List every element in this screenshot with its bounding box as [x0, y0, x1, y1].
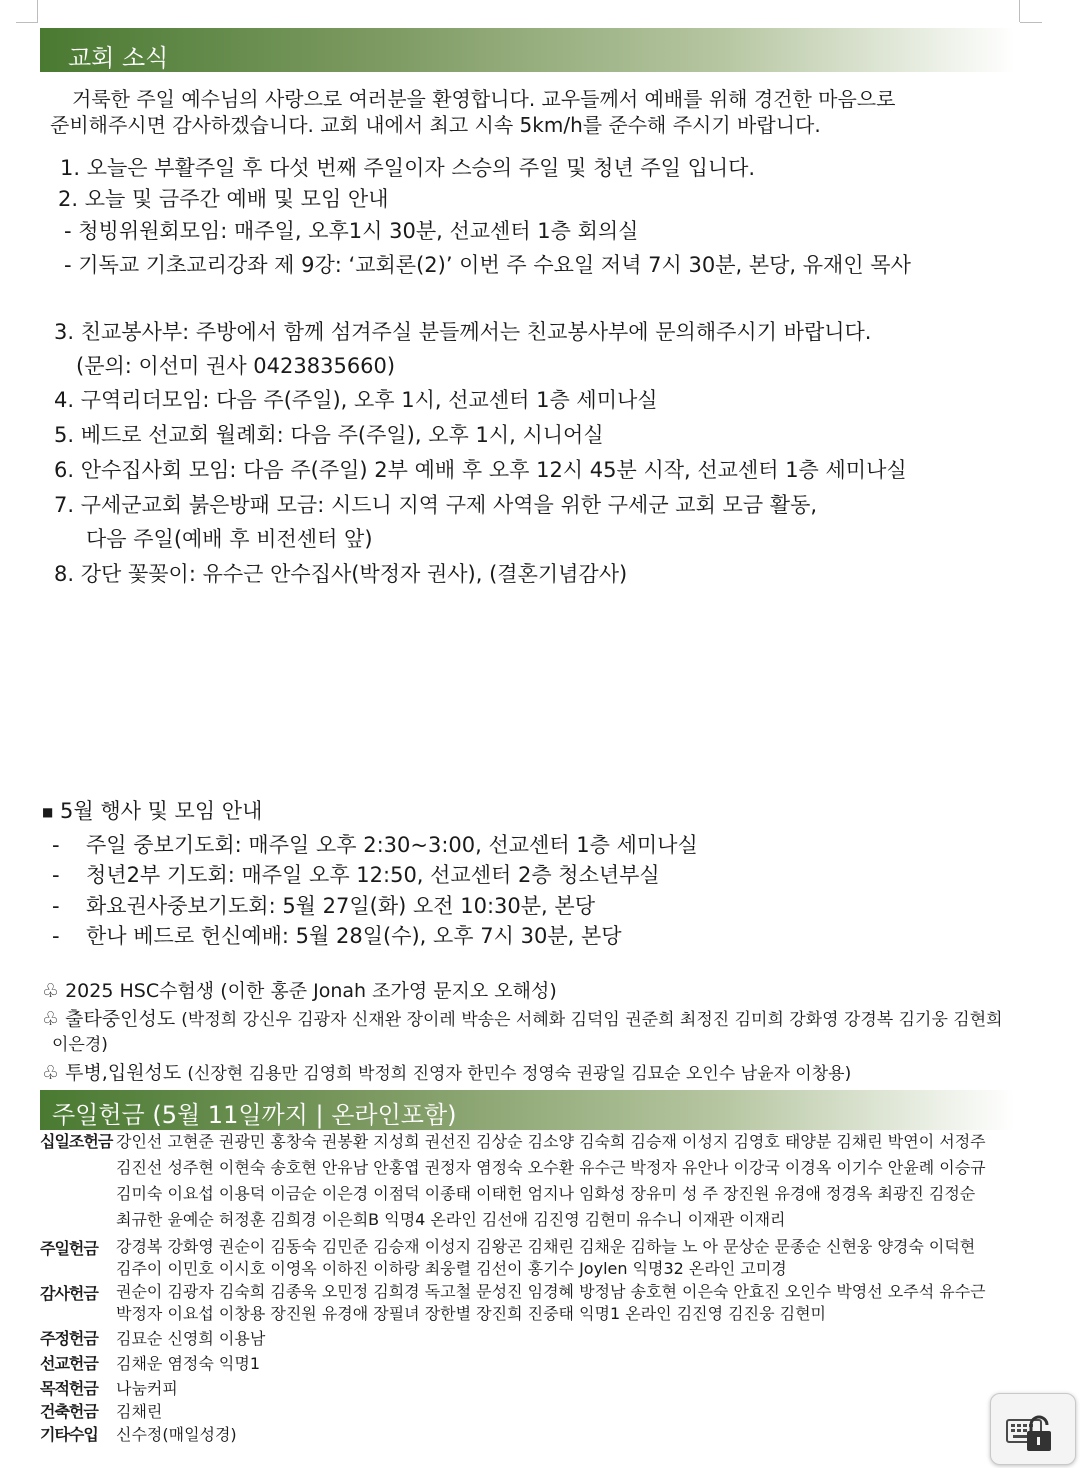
news-item: 4. 구역리더모임: 다음 주(주일), 오후 1시, 선교센터 1층 세미나실 — [54, 388, 658, 412]
offering-names: 김묘순 신영희 이용남 — [116, 1329, 266, 1348]
offering-label: 십일조헌금 — [40, 1132, 113, 1151]
offering-names: 나눔커피 — [116, 1379, 178, 1398]
may-event-item — [52, 861, 660, 889]
news-subitem: - 청빙위원회모임: 매주일, 오후1시 30분, 선교센터 1층 회의실 — [64, 219, 639, 243]
news-section-header — [40, 28, 1015, 72]
dash-icon: - — [52, 894, 60, 918]
may-event-text: 화요권사중보기도회: 5월 27일(화) 오전 10:30분, 본당 — [86, 894, 595, 918]
keyboard-lock-button[interactable] — [990, 1393, 1076, 1465]
offering-names: 김채린 — [116, 1402, 163, 1421]
may-event-text: 주일 중보기도회: 매주일 오후 2:30~3:00, 선교센터 1층 세미나실 — [86, 833, 698, 857]
hsc-students-line — [42, 978, 557, 1004]
offering-names-line: 김진선 성주현 이현숙 송호현 안유남 안홍엽 권정자 염정숙 오수환 유수근 박정자 유안나 이강국 이경옥 이기수 안윤례 이승규 — [116, 1158, 986, 1177]
keyboard-lock-icon — [991, 1394, 1075, 1464]
travel-names-continuation: 이은경) — [52, 1035, 108, 1055]
news-item: 7. 구세군교회 붉은방패 모금: 시드니 지역 구제 사역을 위한 구세군 교회 모금 활동, — [54, 493, 818, 517]
travel-label: 출타중인성도 — [65, 1008, 176, 1030]
may-event-item — [52, 892, 595, 920]
may-event-item — [52, 831, 698, 859]
sick-names: (신장현 김용만 김영희 박정희 진영자 한민수 정영숙 권광일 김묘순 오인수 남윤자 이창용) — [187, 1064, 852, 1084]
offering-label: 선교헌금 — [40, 1354, 98, 1373]
news-item: 1. 오늘은 부활주일 후 다섯 번째 주일이자 스승의 주일 및 청년 주일 입니다. — [60, 156, 756, 180]
offering-label: 감사헌금 — [40, 1284, 98, 1303]
news-item: 5. 베드로 선교회 월례회: 다음 주(주일), 오후 1시, 시니어실 — [54, 423, 604, 447]
may-events-heading — [42, 797, 262, 826]
news-subitem: - 기독교 기초교리강좌 제 9강: ‘교회론(2)’ 이번 주 수요일 저녁 7시 30분, 본당, 유재인 목사 — [64, 253, 911, 277]
offering-names-line: 김주이 이민호 이시호 이영옥 이하진 이하랑 최웅렬 김선이 홍기수 Joylen 익명32 온라인 고미경 — [116, 1259, 787, 1278]
offering-label: 주정헌금 — [40, 1329, 98, 1348]
page-corner-mark — [1019, 0, 1020, 22]
dash-icon: - — [52, 863, 60, 887]
welcome-line: 거룩한 주일 예수님의 사랑으로 여러분을 환영합니다. 교우들께서 예배를 위해 경건한 마음으로 — [72, 87, 896, 111]
news-item: 8. 강단 꽃꽂이: 유수근 안수집사(박정자 권사), (결혼기념감사) — [54, 562, 628, 586]
page-corner-mark — [37, 0, 38, 22]
offering-names — [116, 1236, 1031, 1280]
dash-icon: - — [52, 833, 60, 857]
news-item: 6. 안수집사회 모임: 다음 주(주일) 2부 예배 후 오후 12시 45분 시작, 선교센터 1층 세미나실 — [54, 458, 907, 482]
may-event-text: 청년2부 기도회: 매주일 오후 12:50, 선교센터 2층 청소년부실 — [86, 863, 660, 887]
hsc-students-text: 2025 HSC수험생 (이한 홍준 Jonah 조가영 문지오 오해성) — [65, 980, 557, 1002]
dash-icon: - — [52, 924, 60, 948]
travel-members-line — [42, 1006, 1003, 1033]
offering-names-line: 권순이 김광자 김숙희 김종욱 오민정 김희경 독고철 문성진 임경혜 방정남 송호현 이은숙 안효진 오인수 박영선 오주석 유수근 — [116, 1282, 986, 1301]
offering-names: 신수정(매일성경) — [116, 1425, 237, 1444]
offering-label: 목적헌금 — [40, 1379, 98, 1398]
offering-names — [116, 1281, 1031, 1325]
offering-names-line: 최규한 윤예순 허정훈 김희경 이은희B 익명4 온라인 김선애 김진영 김현미 유수니 이재관 이재리 — [116, 1210, 786, 1229]
offering-names: 김채운 염정숙 익명1 — [116, 1354, 260, 1373]
offering-names-line: 강경복 강화영 권순이 김동숙 김민준 김승재 이성지 김왕곤 김채린 김채운 김하늘 노 아 문상순 문종순 신현웅 양경숙 이덕현 — [116, 1237, 976, 1256]
news-item: 3. 친교봉사부: 주방에서 함께 섬겨주실 분들께서는 친교봉사부에 문의해주시기 바랍니다. — [54, 320, 872, 344]
may-event-item — [52, 922, 622, 950]
offering-names-line: 박정자 이요섭 이창용 장진원 유경애 장필녀 장한별 장진희 진중태 익명1 온라인 김진영 김진웅 김현미 — [116, 1304, 826, 1323]
welcome-line: 준비해주시면 감사하겠습니다. 교회 내에서 최고 시속 5km/h를 준수해 주시기 바랍니다. — [50, 113, 821, 137]
clover-icon: ♧ — [42, 980, 60, 1002]
offering-names — [116, 1129, 1031, 1233]
offering-section-title: 주일헌금 (5월 11일까지 | 온라인포함) — [52, 1101, 457, 1129]
offering-section-header — [40, 1090, 1015, 1130]
offering-label: 건축헌금 — [40, 1402, 98, 1421]
welcome-paragraph — [50, 86, 1025, 138]
news-section-title: 교회 소식 — [68, 44, 169, 72]
clover-icon: ♧ — [42, 1008, 60, 1030]
travel-names: (박정희 강신우 김광자 신재완 장이레 박송은 서혜화 김덕임 권준희 최정진 김미희 강화영 강경복 김기웅 김현희 — [181, 1010, 1003, 1030]
bullet-icon: ■ — [42, 805, 54, 819]
sick-members-line — [42, 1060, 851, 1087]
offering-label: 주일헌금 — [40, 1239, 98, 1258]
offering-names-line: 강인선 고현준 권광민 홍창숙 권봉환 지성희 권선진 김상순 김소양 김숙희 김승재 이성지 김영호 태양분 김채린 박연이 서정주 — [116, 1132, 986, 1151]
offering-names-line: 김미숙 이요섭 이용덕 이금순 이은경 이점덕 이종태 이태헌 엄지나 임화성 장유미 성 주 장진원 유경애 정경옥 최광진 김정순 — [116, 1184, 976, 1203]
news-item-contact: (문의: 이선미 권사 0423835660) — [76, 354, 396, 378]
sick-label: 투병,입원성도 — [65, 1062, 182, 1084]
offering-label: 기타수입 — [40, 1425, 98, 1444]
clover-icon: ♧ — [42, 1062, 60, 1084]
news-item: 2. 오늘 및 금주간 예배 및 모임 안내 — [58, 187, 389, 211]
may-event-text: 한나 베드로 헌신예배: 5월 28일(수), 오후 7시 30분, 본당 — [86, 924, 622, 948]
may-events-title: 5월 행사 및 모임 안내 — [60, 799, 263, 823]
news-item-continuation: 다음 주일(예배 후 비전센터 앞) — [86, 527, 373, 551]
